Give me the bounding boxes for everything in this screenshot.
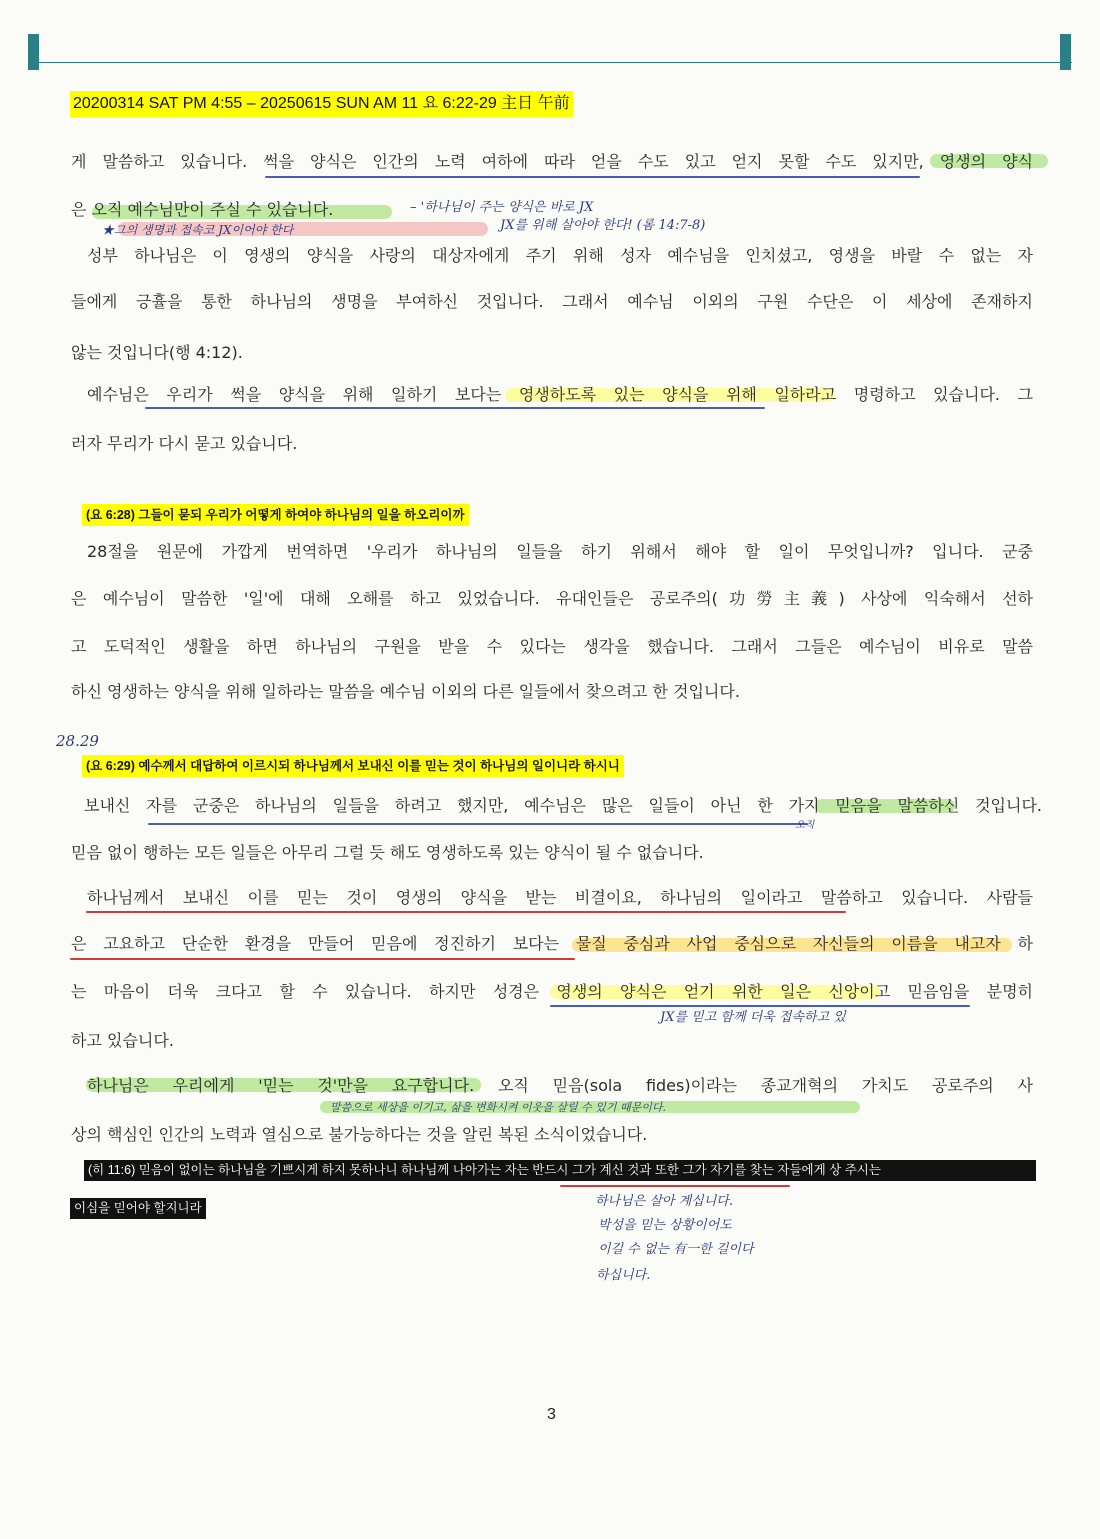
- handwritten-note: 말씀으로 세상을 이기고, 삶을 변화시켜 이웃을 살릴 수 있기 때문이다.: [330, 1101, 666, 1114]
- body-line: 고 도덕적인 생활을 하면 하나님의 구원을 받을 수 있다는 생각을 했습니다. 그래서 그들은 예수님이 비유로 말씀: [71, 637, 1033, 656]
- verse-hebrews-11-6: (히 11:6) 믿음이 없이는 하나님을 기쁘시게 하지 못하나니 하나님께 나아가는 자는 반드시 그가 계신 것과 또한 그가 자기를 찾는 자들에게 상 주시는: [84, 1160, 1036, 1181]
- body-line: 하나님은 우리에게 '믿는 것'만을 요구합니다. 오직 믿음(sola fides)이라는 종교개혁의 가치도 공로주의 사: [87, 1076, 1033, 1095]
- verse-john-6-28: (요 6:28) 그들이 묻되 우리가 어떻게 하여야 하나님의 일을 하오리이까: [82, 504, 469, 526]
- handwritten-note: 박성을 믿는 상황이어도: [598, 1218, 732, 1233]
- body-line: 하나님께서 보내신 이를 믿는 것이 영생의 양식을 받는 비결이요, 하나님의 일이라고 말씀하고 있습니다. 사람들: [87, 888, 1033, 907]
- body-line: 은 예수님이 말씀한 '일'에 대해 오해를 하고 있었습니다. 유대인들은 공로주의(功勞主義) 사상에 익숙해서 선하: [71, 589, 1033, 608]
- sermon-date-header: 20200314 SAT PM 4:55 – 20250615 SUN AM 11 요 6:22-29 主日 午前: [70, 91, 573, 117]
- body-line: 하고 있습니다.: [71, 1031, 174, 1050]
- body-line: 게 말씀하고 있습니다. 썩을 양식은 인간의 노력 여하에 따라 얻을 수도 있고 얻지 못할 수도 있지만, 영생의 양식: [71, 152, 1033, 171]
- handwritten-note: 오직: [795, 820, 815, 831]
- body-line: 하신 영생하는 양식을 위해 일하라는 말씀을 예수님 이외의 다른 일들에서 찾으려고 한 것입니다.: [71, 682, 740, 701]
- body-line: 러자 무리가 다시 묻고 있습니다.: [71, 434, 298, 453]
- handwritten-note: 하나님은 살아 계십니다.: [595, 1194, 733, 1209]
- right-margin-bar: [1060, 34, 1071, 70]
- body-line: 들에게 긍휼을 통한 하나님의 생명을 부여하신 것입니다. 그래서 예수님 이외의 구원 수단은 이 세상에 존재하지: [71, 292, 1033, 311]
- page-number: 3: [547, 1406, 556, 1423]
- pen-underline: [86, 911, 846, 913]
- handwritten-note: 28.29: [56, 732, 99, 750]
- header-rule: [28, 62, 1072, 63]
- body-line: 믿음 없이 행하는 모든 일들은 아무리 그럴 듯 해도 영생하도록 있는 양식이 될 수 없습니다.: [71, 843, 704, 862]
- body-line: 않는 것입니다(행 4:12).: [71, 343, 243, 362]
- body-line: 은 오직 예수님만이 주실 수 있습니다.: [71, 200, 334, 219]
- handwritten-note: ★그의 생명과 접속코 JX이어야 한다: [102, 223, 294, 237]
- body-line: 는 마음이 더욱 크다고 할 수 있습니다. 하지만 성경은 영생의 양식은 얻기 위한 일은 신앙이고 믿음임을 분명히: [71, 982, 1033, 1001]
- body-line: 상의 핵심인 인간의 노력과 열심으로 불가능하다는 것을 알린 복된 소식이었습니다.: [71, 1125, 648, 1144]
- left-margin-bar: [28, 34, 39, 70]
- body-line: 보내신 자를 군중은 하나님의 일들을 하려고 했지만, 예수님은 많은 일들이 아닌 한 가지 믿음을 말씀하신 것입니다.: [84, 796, 1042, 815]
- handwritten-note: 하십니다.: [596, 1268, 651, 1283]
- pen-underline: [145, 407, 765, 409]
- verse-hebrews-11-6-cont: 이심을 믿어야 할지니라: [70, 1198, 206, 1219]
- pen-underline: [148, 823, 808, 825]
- verse-john-6-29: (요 6:29) 예수께서 대답하여 이르시되 하나님께서 보내신 이를 믿는 것이 하나님의 일이니라 하시니: [82, 755, 624, 777]
- pen-underline: [70, 958, 575, 960]
- handwritten-note: JX를 위해 살아야 한다! (롬 14:7-8): [500, 218, 706, 233]
- body-line: 예수님은 우리가 썩을 양식을 위해 일하기 보다는 영생하도록 있는 양식을 위해 일하라고 명령하고 있습니다. 그: [87, 385, 1033, 404]
- pen-underline: [560, 1185, 790, 1187]
- handwritten-note: – '하나님이 주는 양식은 바로 JX: [410, 200, 594, 215]
- body-line: 성부 하나님은 이 영생의 양식을 사랑의 대상자에게 주기 위해 성자 예수님을 인치셨고, 영생을 바랄 수 없는 자: [87, 246, 1033, 265]
- handwritten-note: JX를 믿고 함께 더욱 접속하고 있: [660, 1010, 846, 1025]
- pen-underline: [265, 176, 920, 178]
- handwritten-note: 이길 수 없는 有一한 길이다: [598, 1242, 754, 1257]
- body-line: 28절을 원문에 가깝게 번역하면 '우리가 하나님의 일들을 하기 위해서 해야 할 일이 무엇입니까? 입니다. 군중: [87, 542, 1033, 561]
- body-line: 은 고요하고 단순한 환경을 만들어 믿음에 정진하기 보다는 물질 중심과 사업 중심으로 자신들의 이름을 내고자 하: [71, 934, 1033, 953]
